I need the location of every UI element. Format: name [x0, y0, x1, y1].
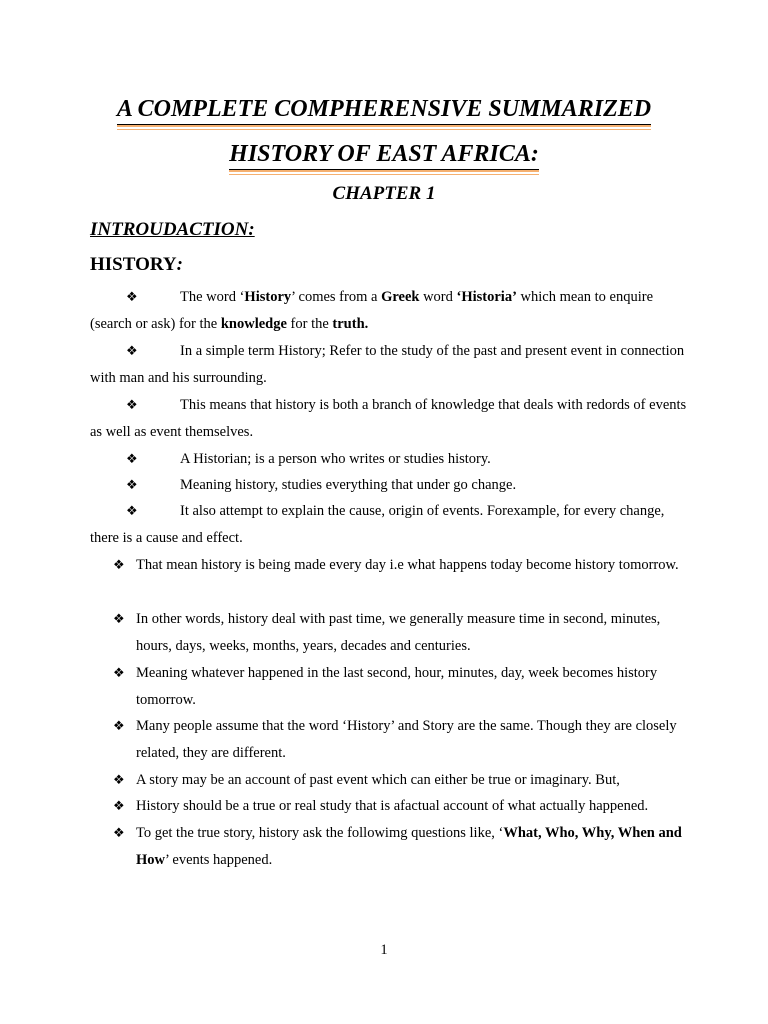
list-item: ❖ Meaning whatever happened in the last second, hour, minutes, day, week becomes history tomorrow.	[113, 660, 693, 714]
diamond-bullet-icon: ❖	[126, 344, 138, 359]
diamond-bullet-icon: ❖	[113, 612, 125, 627]
diamond-bullet-icon: ❖	[126, 478, 138, 493]
diamond-bullet-icon: ❖	[113, 799, 125, 814]
paragraph: ❖ A Historian; is a person who writes or studies history.	[90, 446, 690, 473]
list-item: ❖ To get the true story, history ask the followimg questions like, ‘What, Who, Why, When and How’ events happened.	[113, 820, 693, 874]
paragraph: ❖ This means that history is both a branch of knowledge that deals with redords of events as well as event themselves.	[90, 392, 690, 446]
diamond-bullet-icon: ❖	[126, 452, 138, 467]
sub-heading: HISTORY:	[90, 254, 183, 275]
diamond-bullet-icon: ❖	[113, 666, 125, 681]
page-number: 1	[380, 942, 388, 958]
diamond-bullet-icon: ❖	[113, 719, 125, 734]
paragraph: ❖ In a simple term History; Refer to the study of the past and present event in connection with man and his surrounding.	[90, 338, 690, 392]
chapter-heading: CHAPTER 1	[332, 183, 436, 204]
list-item: ❖ History should be a true or real study that is afactual account of what actually happened.	[113, 793, 693, 820]
paragraph: ❖ Meaning history, studies everything that under go change.	[90, 472, 690, 499]
paragraph: ❖ The word ‘History’ comes from a Greek word ‘Historia’ which mean to enquire (search or ask) for the knowledge for the truth.	[90, 284, 690, 338]
list-item: ❖ Many people assume that the word ‘History’ and Story are the same. Though they are closely related, they are different.	[113, 713, 693, 767]
list-item: ❖ In other words, history deal with past time, we generally measure time in second, minutes, hours, days, weeks, months, years, decades and centuries.	[113, 606, 693, 660]
diamond-bullet-icon: ❖	[113, 773, 125, 788]
diamond-bullet-icon: ❖	[126, 290, 138, 305]
diamond-bullet-icon: ❖	[113, 558, 125, 573]
section-heading: INTROUDACTION:	[90, 219, 255, 240]
document-title-line-2: HISTORY OF EAST AFRICA:	[0, 140, 768, 170]
paragraph: ❖ It also attempt to explain the cause, origin of events. Forexample, for every change, there is a cause and effect.	[90, 498, 690, 552]
list-item: ❖ A story may be an account of past event which can either be true or imaginary. But,	[113, 767, 693, 794]
diamond-bullet-icon: ❖	[126, 398, 138, 413]
list-item: ❖ That mean history is being made every day i.e what happens today become history tomorrow.	[113, 552, 693, 579]
diamond-bullet-icon: ❖	[113, 826, 125, 841]
document-title-line-1: A COMPLETE COMPHERENSIVE SUMMARIZED	[0, 95, 768, 125]
diamond-bullet-icon: ❖	[126, 504, 138, 519]
